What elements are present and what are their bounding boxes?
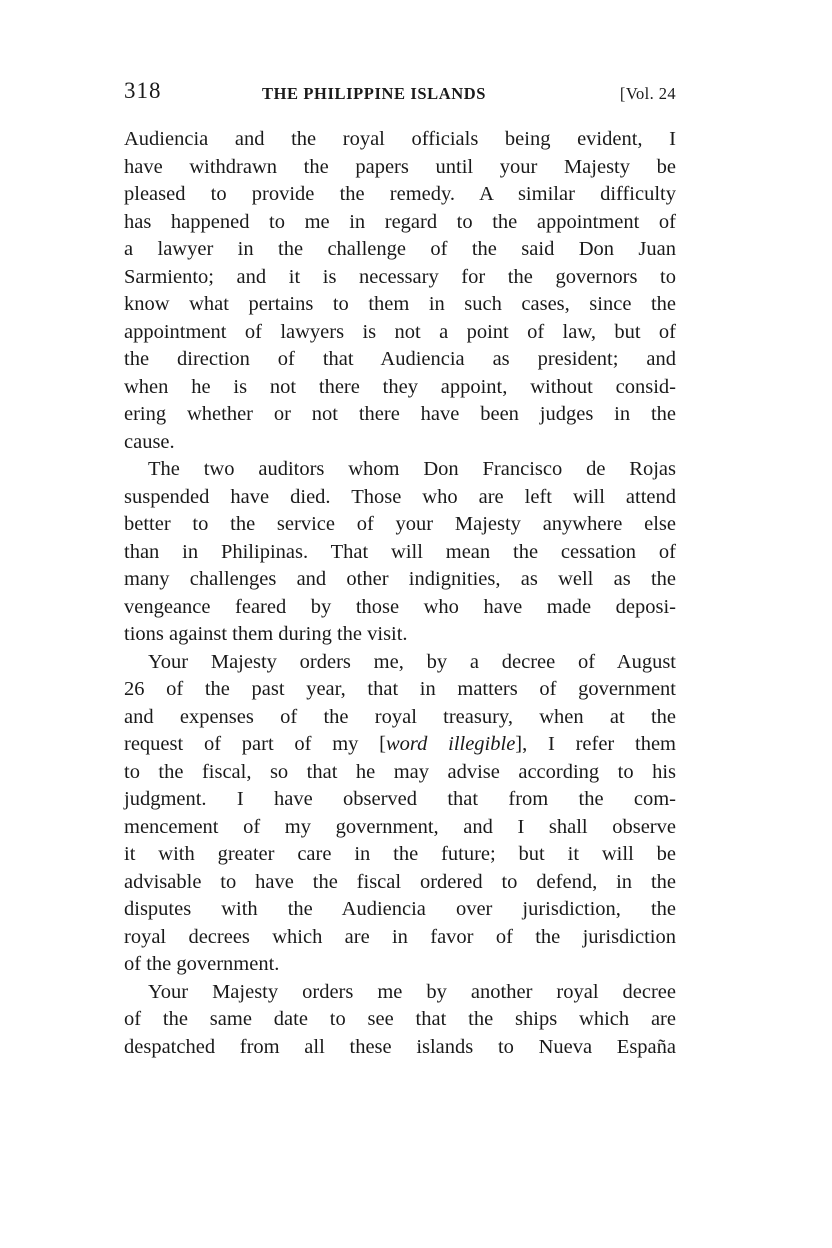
text-line: judgment. I have observed that from the com-: [124, 788, 676, 810]
text-line: better to the service of your Majesty anywhere else: [124, 513, 676, 535]
page-number: 318: [124, 78, 162, 103]
text-fragment: ], I refer them: [515, 733, 676, 755]
text-line: and expenses of the royal treasury, when at the: [124, 705, 676, 728]
illegible-note: word illegible: [385, 733, 516, 755]
text-line: know what pertains to them in such cases, since the: [124, 293, 676, 315]
running-header: [124, 78, 676, 112]
text-line: cause.: [124, 430, 175, 453]
text-line: despatched from all these islands to Nueva España: [124, 1035, 676, 1058]
text-line: to the fiscal, so that he may advise according to his: [124, 760, 676, 783]
text-line: the direction of that Audiencia as president; and: [124, 348, 676, 370]
text-line: The two auditors whom Don Francisco de Rojas: [148, 458, 676, 480]
text-line: appointment of lawyers is not a point of law, but of: [124, 320, 676, 343]
text-line: than in Philipinas. That will mean the cessation of: [124, 540, 676, 563]
text-line: it with greater care in the future; but it will be: [124, 843, 676, 865]
text-line: suspended have died. Those who are left will attend: [124, 485, 676, 508]
text-line: vengeance feared by those who have made deposi-: [124, 595, 676, 618]
text-line: have withdrawn the papers until your Majesty be: [124, 155, 676, 178]
paragraph-3: [124, 649, 676, 979]
paragraph-2: [124, 456, 676, 649]
running-title: THE PHILIPPINE ISLANDS: [262, 84, 487, 103]
book-page: [124, 78, 676, 1061]
text-line: when he is not there they appoint, without consid-: [124, 375, 676, 398]
paragraph-1: [124, 126, 676, 456]
text-line: many challenges and other indignities, as well as the: [124, 568, 676, 590]
text-fragment: request of part of my [: [124, 733, 386, 755]
volume-label: [Vol. 24: [619, 84, 676, 103]
text-line: ering whether or not there have been judges in the: [124, 403, 676, 425]
text-line: a lawyer in the challenge of the said Don Juan: [124, 238, 676, 260]
text-line: mencement of my government, and I shall observe: [124, 815, 676, 838]
text-line: disputes with the Audiencia over jurisdiction, the: [124, 898, 676, 920]
text-line: Sarmiento; and it is necessary for the governors to: [124, 265, 676, 288]
text-line-with-illegible: [124, 731, 676, 759]
text-line: Your Majesty orders me by another royal decree: [148, 980, 676, 1003]
text-line: royal decrees which are in favor of the jurisdiction: [124, 925, 676, 948]
text-line: 26 of the past year, that in matters of government: [124, 678, 676, 700]
text-line: pleased to provide the remedy. A similar difficulty: [124, 183, 676, 205]
text-line: tions against them during the visit.: [124, 623, 408, 645]
text-line: of the same date to see that the ships which are: [124, 1008, 676, 1030]
body-text: [124, 126, 676, 1061]
text-line: advisable to have the fiscal ordered to defend, in the: [124, 870, 676, 893]
text-line: Your Majesty orders me, by a decree of August: [148, 650, 676, 673]
text-line: Audiencia and the royal officials being evident, I: [124, 128, 676, 150]
text-line: has happened to me in regard to the appointment of: [124, 210, 676, 233]
text-line: of the government.: [124, 953, 280, 975]
paragraph-4: [124, 979, 676, 1062]
